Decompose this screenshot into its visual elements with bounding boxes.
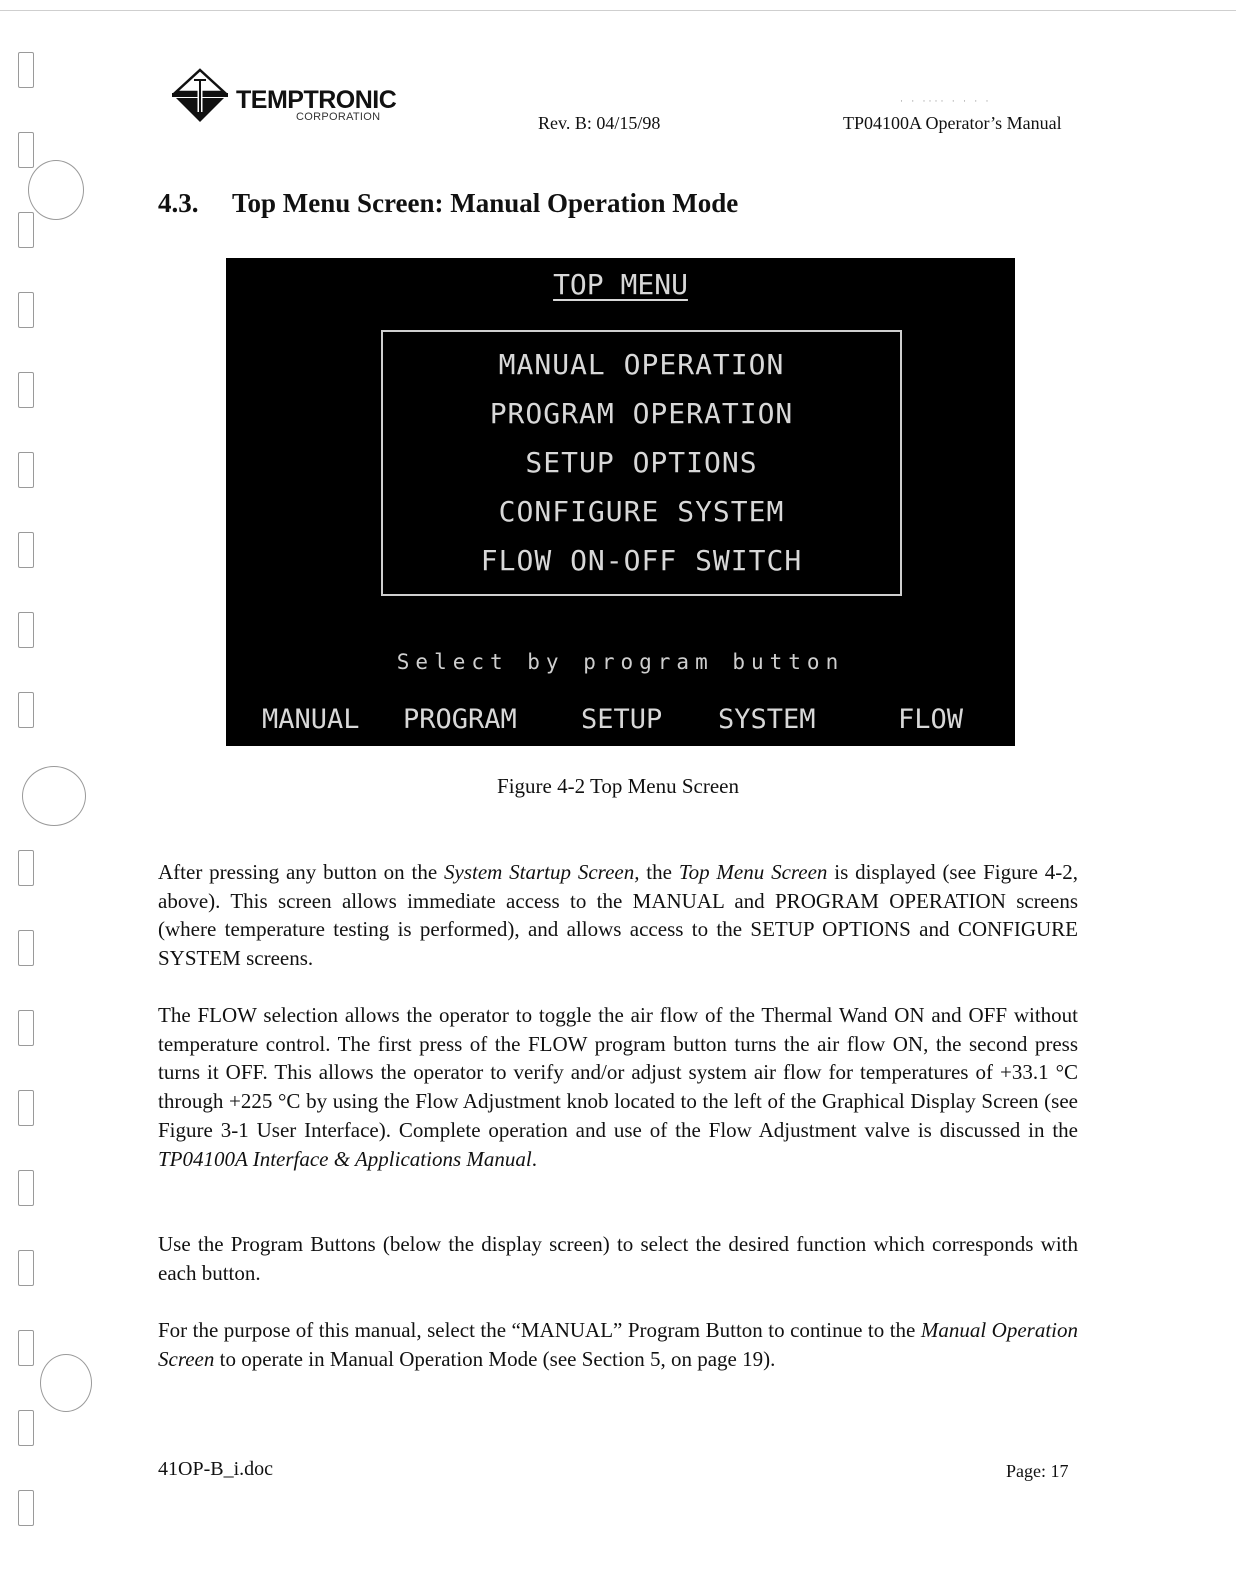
text-run: The FLOW selection allows the operator to toggle the air flow of the Thermal Wand ON and OFF without temperature control. The first press of the FLOW program button turns the air flow ON, the second press turns it OFF. This allows the operator to verify and/or adjust system air flow for temperatures of +33.1 °C through +225 °C by using the Flow Adjustment knob located to the left of the Graphical Display Screen (see Figure 3-1 User Interface). Complete operation and use of the Flow Adjustment valve is discussed in the	[158, 1003, 1078, 1142]
binder-hole	[18, 1090, 34, 1126]
softkey-manual: MANUAL	[262, 704, 360, 735]
section-title: Top Menu Screen: Manual Operation Mode	[232, 188, 739, 218]
footer-filename: 41OP-B_i.doc	[158, 1458, 273, 1480]
paragraph-top-menu-intro	[158, 858, 1078, 973]
menu-item-setup-options: SETUP OPTIONS	[525, 446, 758, 479]
top-menu-screen-ref: Top Menu Screen	[678, 860, 828, 884]
revision-date: Rev. B: 04/15/98	[538, 113, 661, 133]
binder-hole	[18, 52, 34, 88]
binder-hole	[18, 850, 34, 886]
text-run: is displayed (see Figure 4-2, above). This screen allows immediate access to the MANUAL and PROGRAM OPERATION screens (where temperature testing is performed), and allows access to the SETUP OPTIONS and CONFIGURE SYSTEM screens.	[158, 860, 1079, 971]
interface-manual-ref: TP04100A Interface & Applications Manual	[158, 1146, 532, 1171]
binder-hole	[18, 1250, 34, 1286]
binder-hole	[18, 612, 34, 648]
menu-item-configure-system: CONFIGURE SYSTEM	[498, 495, 785, 528]
company-logo	[168, 66, 408, 126]
binder-ring	[28, 160, 84, 220]
softkey-bar	[226, 704, 1015, 744]
screen-title-text: TOP MENU	[553, 268, 688, 301]
footer-page-number: Page: 17	[1006, 1461, 1069, 1481]
binder-hole	[18, 1010, 34, 1046]
paragraph-flow-selection	[158, 1001, 1078, 1173]
binder-hole	[18, 692, 34, 728]
section-number: 4.3.	[158, 188, 199, 218]
paragraph-manual-continue	[158, 1316, 1078, 1373]
softkey-setup: SETUP	[581, 704, 663, 735]
softkey-flow: FLOW	[898, 704, 964, 735]
softkey-program: PROGRAM	[403, 704, 517, 735]
menu-item-manual-operation: MANUAL OPERATION	[498, 348, 785, 381]
text-run: to operate in Manual Operation Mode (see Section 5, on page 19).	[214, 1346, 776, 1371]
logo-name: TEMPTRONIC	[236, 86, 397, 114]
paragraph-program-buttons: Use the Program Buttons (below the display screen) to select the desired function which corresponds with each button.	[158, 1232, 1078, 1285]
manual-title: TP04100A Operator’s Manual	[843, 113, 1062, 133]
binder-ring	[40, 1354, 92, 1412]
text-run: .	[531, 1146, 537, 1171]
menu-item-flow-switch: FLOW ON-OFF SWITCH	[480, 544, 803, 577]
binder-hole	[18, 372, 34, 408]
binder-hole	[18, 930, 34, 966]
binder-hole	[18, 532, 34, 568]
binder-hole	[18, 1170, 34, 1206]
binder-hole	[18, 1410, 34, 1446]
system-startup-screen-ref: System Startup Screen,	[444, 860, 640, 884]
screen-title	[226, 268, 1015, 301]
top-menu-screen-figure	[226, 258, 1015, 746]
text-run: After pressing any button on the	[158, 860, 445, 884]
softkey-system: SYSTEM	[718, 704, 816, 735]
binder-hole	[18, 1330, 34, 1366]
text-run: For the purpose of this manual, select the “MANUAL” Program Button to continue to the	[158, 1318, 921, 1342]
binder-hole	[18, 132, 34, 168]
menu-box	[381, 330, 902, 596]
figure-caption: Figure 4-2 Top Menu Screen	[497, 774, 739, 798]
page-top-rule	[0, 10, 1236, 11]
binder-hole	[18, 452, 34, 488]
binder-hole	[18, 292, 34, 328]
menu-item-program-operation: PROGRAM OPERATION	[489, 397, 794, 430]
manual-operation-screen-ref: Manual Operation Screen	[158, 1318, 1078, 1371]
logo-subtitle: CORPORATION	[296, 111, 381, 123]
screen-hint: Select by program button	[396, 650, 845, 674]
temptronic-logo-icon	[168, 66, 232, 124]
scan-speckle: · · ···· · · · ·	[900, 96, 992, 106]
binder-hole	[18, 1490, 34, 1526]
binder-hole	[18, 212, 34, 248]
text-run: the	[639, 860, 679, 884]
